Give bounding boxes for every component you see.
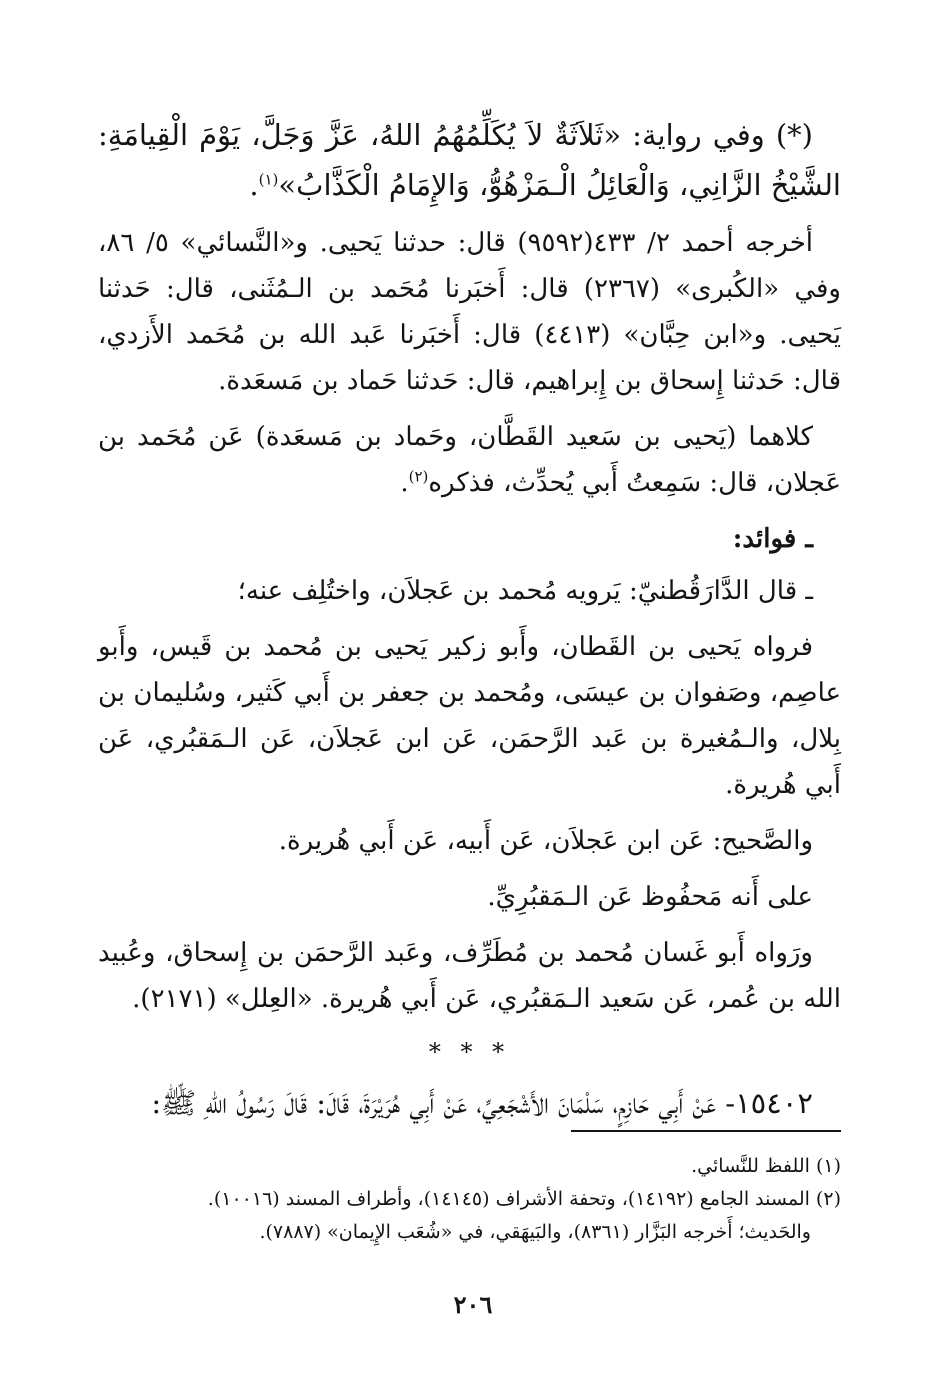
narration-variant <box>98 110 841 210</box>
takhrij-paragraph: أخرجه أحمد ٢/ ٤٣٣(٩٥٩٢) قال: حدثنا يَحيى. و«النَّسائي» ٥/ ٨٦، وفي «الكُبرى» (٢٣٦٧) قال: أَخبَرنا مُحَمد بن الـمُثَنى، قال: حَدثنا يَحيى. و«ابن حِبَّان» (٤٤١٣) قال: أَخبَرنا عَبد الله بن مُحَمد الأَزدي، قال: حَدثنا إِسحاق بن إِبراهيم، قال: حَدثنا حَماد بن مَسعَدة. <box>98 228 842 396</box>
footnote-ref-1: (١) <box>258 170 279 189</box>
correct-chain-paragraph: والصَّحيح: عَن ابن عَجلاَن، عَن أَبيه، عَن أَبي هُريرة. <box>278 826 813 856</box>
footnote-ref-2: (٢) <box>408 467 429 486</box>
narration-variant-end: . <box>249 168 259 202</box>
footnote-divider <box>571 1130 841 1132</box>
section-separator: * * * <box>428 1038 511 1066</box>
chain-paragraph-text: كلاهما (يَحيى بن سَعيد القَطَّان، وحَماد بن مَسعَدة) عَن مُحَمد بن عَجلان، قال: سَمِعتُ أَبي يُحدِّث، فذكره <box>98 422 841 498</box>
narration-variant-text: (*) وفي رواية: «ثَلاَثَةٌ لاَ يُكَلِّمُهُمُ اللهُ، عَزَّ وَجَلَّ، يَوْمَ الْقِيامَةِ: الشَّيْخُ الزَّانِي، وَالْعَائِلُ الْـمَزْهُوُّ، وَالإِمَامُ الْكَذَّابُ» <box>98 118 841 202</box>
other-narration-paragraph: ورَواه أَبو غَسان مُحمد بن مُطَرِّف، وعَبد الرَّحمَن بن إِسحاق، وعُبيد الله بن عُمر، عَن سَعيد الـمَقبُري، عَن أَبي هُريرة. «العِلل» (٢١٧١). <box>98 938 841 1014</box>
footnote-1: (١) اللفظ للنَّسائي. <box>691 1155 841 1177</box>
footnote-2-continuation: والحَديث؛ أَخرجه البَزَّار (٨٣٦١)، والبَيهَقي، في «شُعَب الإِيمان» (٧٨٨٧). <box>259 1221 811 1243</box>
benefits-heading: ـ فوائد: <box>732 524 813 554</box>
page-number: ٢٠٦ <box>453 1290 493 1319</box>
page-body <box>98 110 841 1138</box>
footnote-2: (٢) المسند الجامع (١٤١٩٢)، وتحفة الأشراف (١٤١٤٥)، وأطراف المسند (١٠٠١٦). <box>207 1188 841 1210</box>
chain-paragraph-end: . <box>400 468 409 498</box>
chain-paragraph <box>98 414 841 506</box>
footnotes <box>98 1150 841 1249</box>
preserved-note-paragraph: على أَنه مَحفُوظ عَن الـمَقبُرِيِّ. <box>487 882 813 912</box>
narrators-paragraph: فرواه يَحيى بن القَطان، وأَبو زكير يَحيى بن مُحمد بن قَيس، وأَبو عاصِم، وصَفوان بن عيسَى، ومُحمد بن جعفر بن أَبي كَثير، وسُليمان بن بِلال، والـمُغيرة بن عَبد الرَّحمَن، عَن ابن عَجلاَن، عَن الـمَقبُري، عَن أَبي هُريرة. <box>98 632 842 800</box>
hadith-15402: ١٥٤٠٢- عَنْ أَبِي حَازِمٍ، سَلْمَانَ الأَشْجَعِيِّ، عَنْ أَبِي هُرَيْرَةَ، قَالَ: قَالَ رَسُولُ اللهِ ﷺ: <box>151 1086 813 1120</box>
daraqutni-statement: ـ قال الدَّارَقُطنيّ: يَرويه مُحمد بن عَجلاَن، واختُلِف عنه؛ <box>237 576 813 606</box>
